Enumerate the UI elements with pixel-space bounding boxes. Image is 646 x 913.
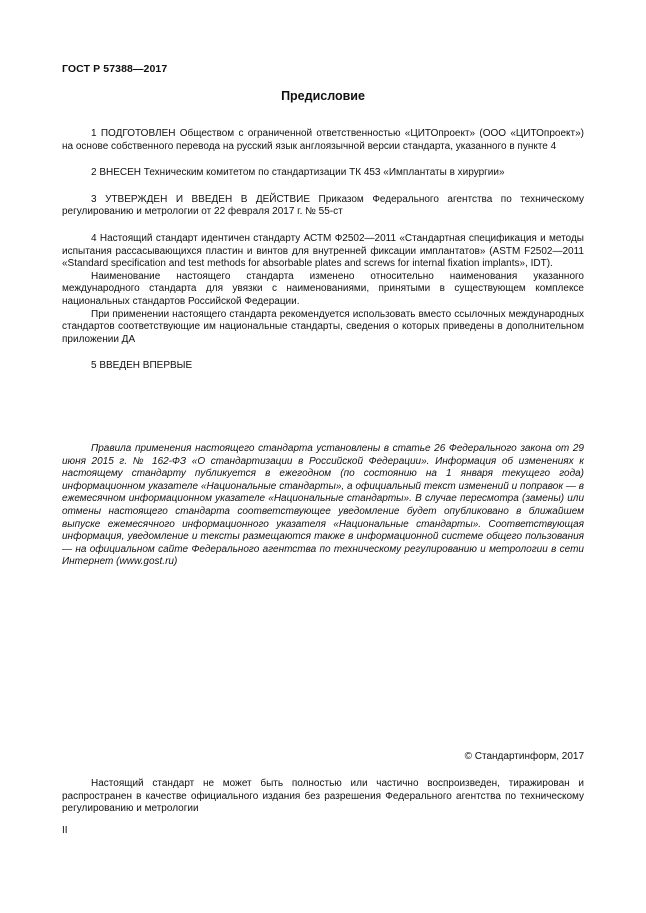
page-title: Предисловие [281,89,365,103]
page-number: II [62,825,68,836]
paragraph-3: 3 УТВЕРЖДЕН И ВВЕДЕН В ДЕЙСТВИЕ Приказом Федерального агентства по техническому регулированию и метрологии от 22 февраля 2017 г. № 55-ст [62,193,584,218]
document-header-id: ГОСТ Р 57388—2017 [62,63,168,75]
paragraph-5: 5 ВВЕДЕН ВПЕРВЫЕ [91,360,193,372]
rules-notice-text: Правила применения настоящего стандарта установлены в статье 26 Федерального закона от 29 июня 2015 г. № 162-ФЗ «О стандартизации в Российской Федерации». Информация об изменениях к настоящему стандарту публикуется в ежегодном (по состоянию на 1 января текущего года) информационном указателе «Национальные стандарты», а официальный текст изменений и поправок — в ежемесячном информационном указателе «Национальные стандарты». В случае пересмотра (замены) или отмены настоящего стандарта соответствующее уведомление будет опубликовано в ближайшем выпуске ежемесячного информационного указателя «Национальные стандарты». Соответствующая информация, уведомление и тексты размещаются также в информационной системе общего пользования — на официальном сайте Федерального агентства по техническому регулированию и метрологии в сети Интернет (www.gost.ru) [62,443,584,568]
foreword-body [62,128,584,373]
rules-notice [62,443,584,569]
paragraph-4-naming: Наименование настоящего стандарта изменено относительно наименования указанного международного стандарта для увязки с наименованиями, принятыми в существующем комплексе национальных стандартов Российской Федерации. [62,270,584,307]
paragraph-1: 1 ПОДГОТОВЛЕН Обществом с ограниченной ответственностью «ЦИТОпроект» (ООО «ЦИТОпроект») на основе собственного перевода на русский язык англоязычной версии стандарта, указанного в пункте 4 [62,128,584,152]
paragraph-4-references: При применении настоящего стандарта рекомендуется использовать вместо ссылочных международных стандартов соответствующие им национальные стандарты, сведения о которых приведены в дополнительном приложении ДА [62,308,584,345]
paragraph-2: 2 ВНЕСЕН Техническим комитетом по стандартизации ТК 453 «Имплантаты в хирургии» [91,167,505,179]
reproduction-notice [62,778,584,816]
copyright-notice: © Стандартинформ, 2017 [464,751,584,762]
reproduction-notice-text: Настоящий стандарт не может быть полностью или частично воспроизведен, тиражирован и распространен в качестве официального издания без разрешения Федерального агентства по техническому регулированию и метрологии [62,778,584,815]
paragraph-4: 4 Настоящий стандарт идентичен стандарту АСТМ Ф2502—2011 «Стандартная спецификация и методы испытания рассасывающихся пластин и винтов для внутренней фиксации имплантатов» (ASTM F2502—2011 «Standard specification and test methods for absorbable plates and screws for internal fixation implants», IDT). [62,232,584,270]
